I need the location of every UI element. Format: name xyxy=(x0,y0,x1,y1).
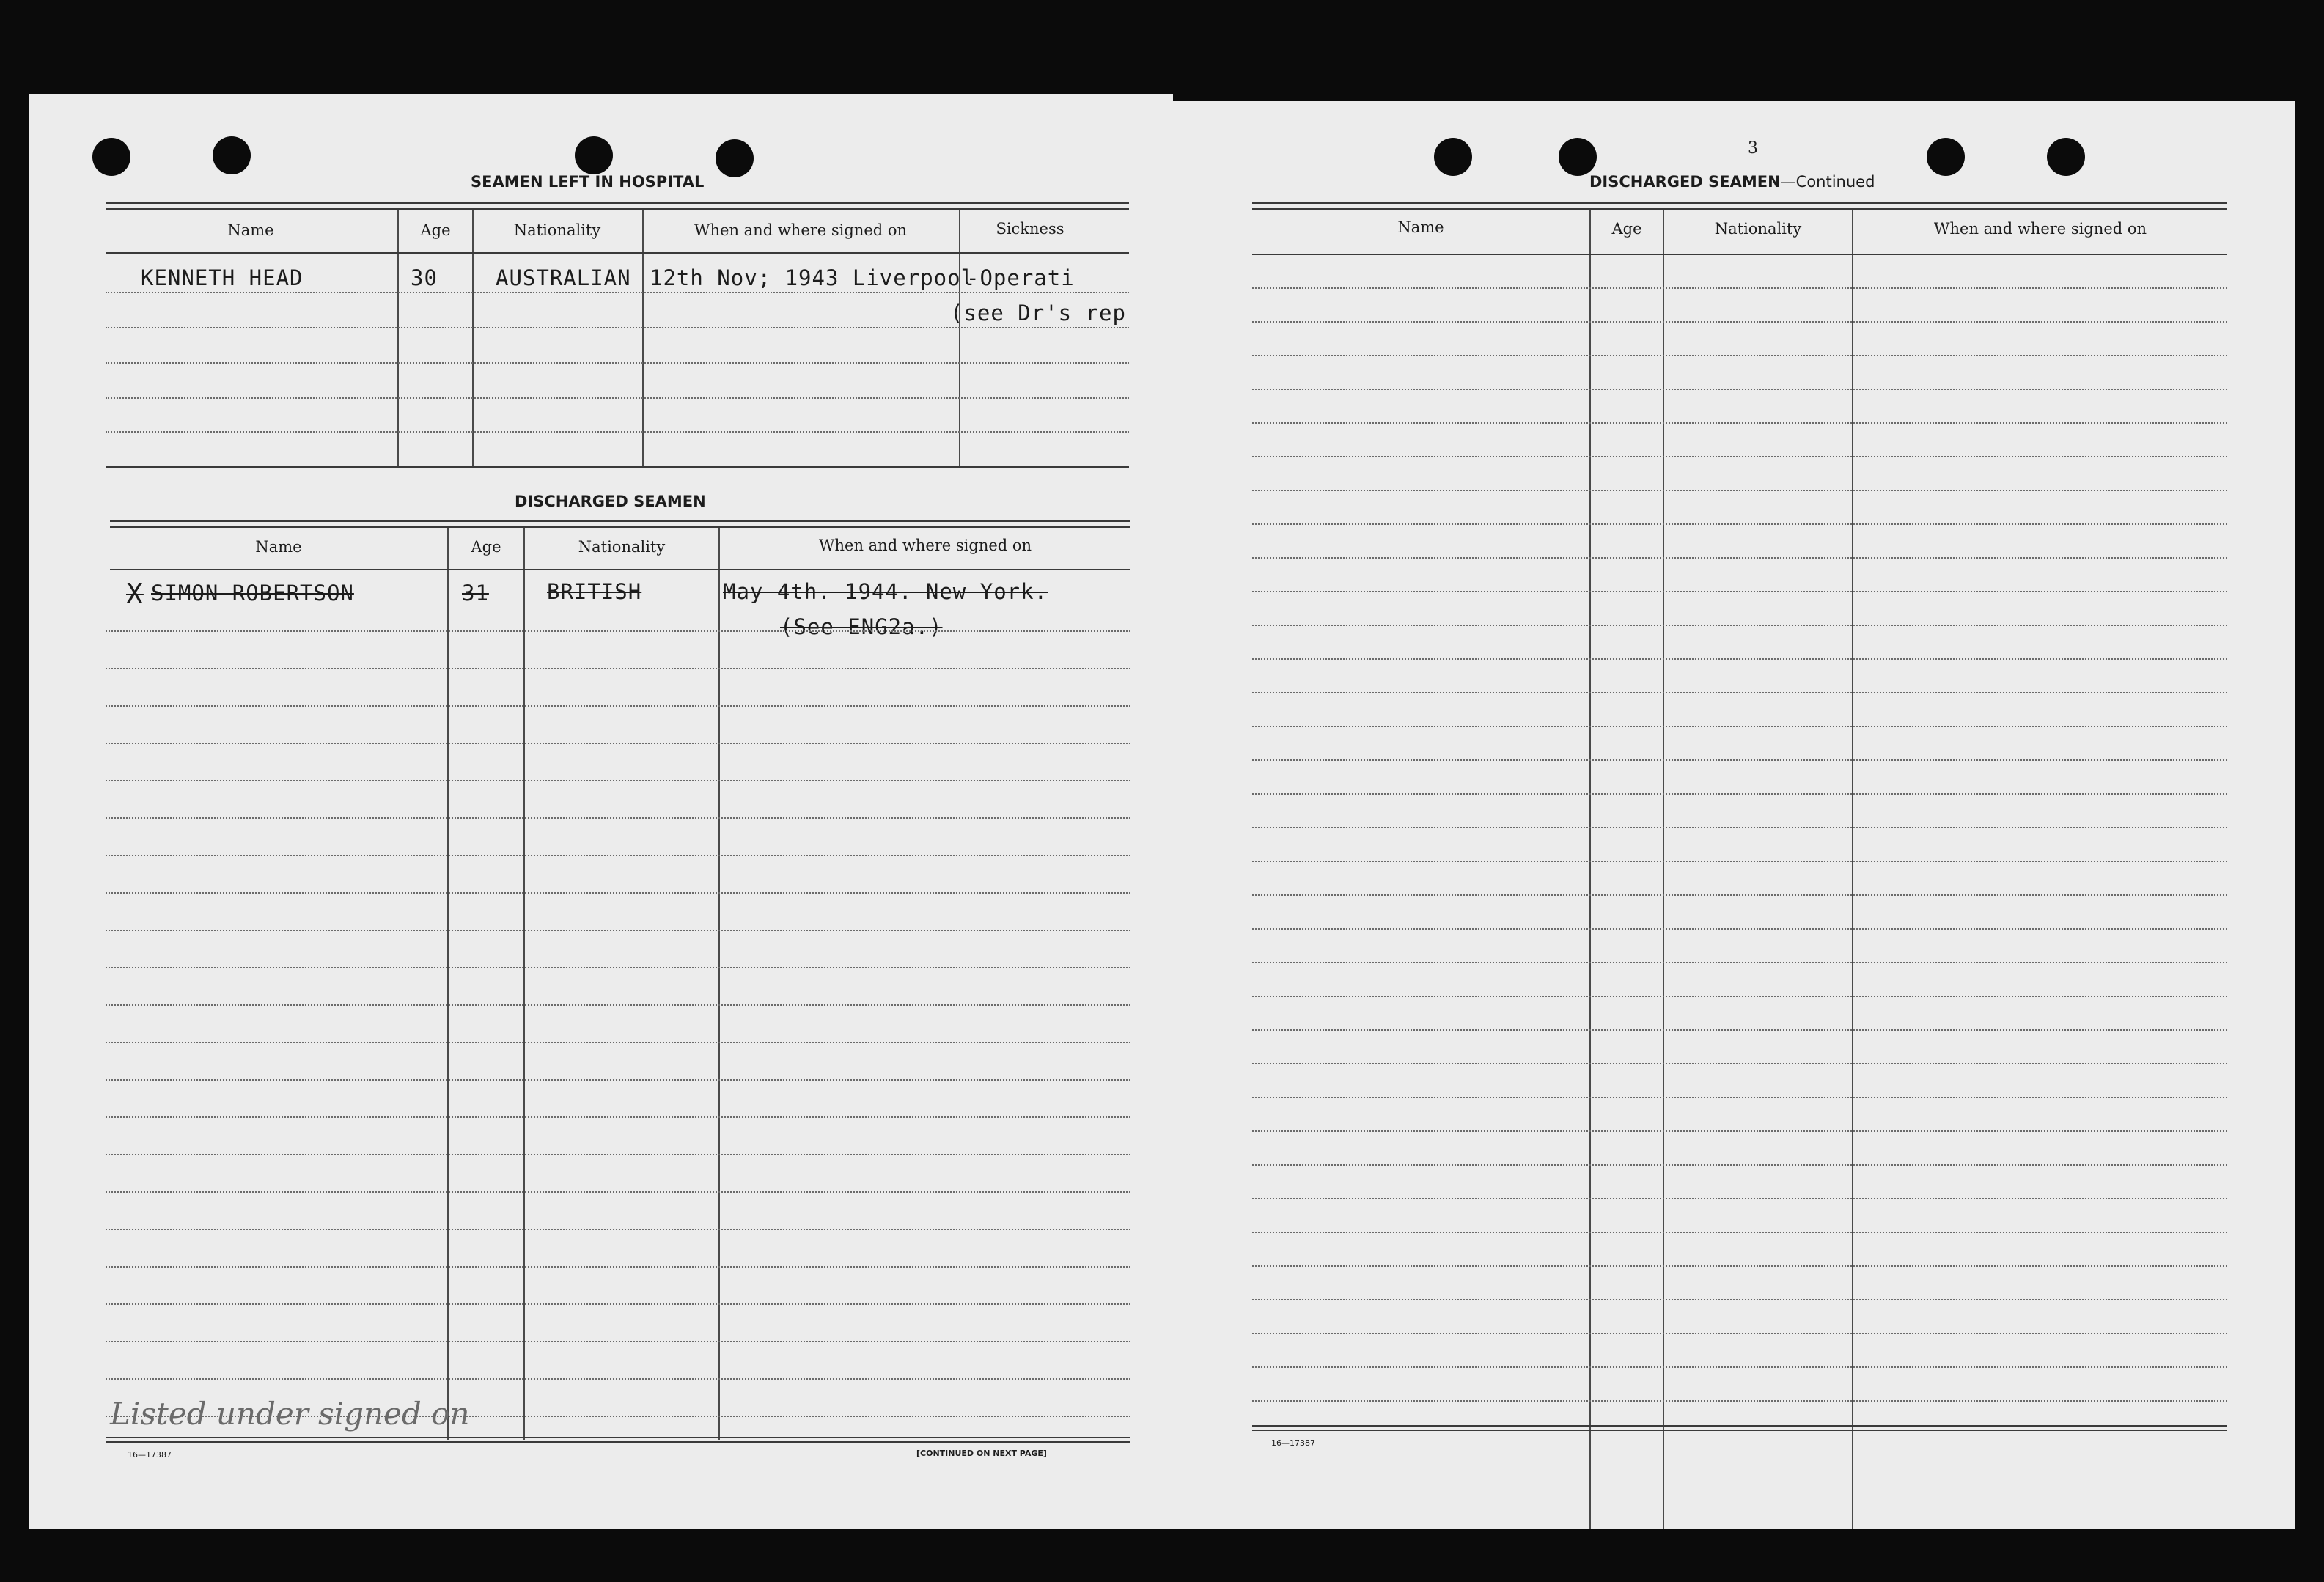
dotted-line xyxy=(1252,389,2227,390)
right-header-name: Name xyxy=(1397,218,1444,236)
dotted-line xyxy=(106,780,1130,781)
dotted-line xyxy=(106,1266,1130,1268)
left-page xyxy=(29,94,1173,1529)
punch-hole xyxy=(213,136,251,174)
dotted-line xyxy=(106,630,1130,632)
dotted-line xyxy=(106,930,1130,931)
rule xyxy=(110,526,1130,528)
discharged-entry-nationality: BRITISH xyxy=(547,579,642,604)
discharged-entry-name: SIMON ROBERTSON xyxy=(151,581,354,606)
dotted-line xyxy=(106,327,1129,328)
dotted-line xyxy=(1252,1063,2227,1064)
column-divider xyxy=(1589,210,1591,1529)
dotted-line xyxy=(106,1303,1130,1305)
rule xyxy=(110,520,1130,522)
dotted-line xyxy=(1252,1029,2227,1031)
discharged-entry-signed-on: May 4th. 1944. New York. xyxy=(723,579,1048,604)
dotted-line xyxy=(106,967,1130,968)
discharged-entry-note: (See ENG2a.) xyxy=(780,614,943,639)
dotted-line xyxy=(1252,996,2227,997)
form-number: 16—17387 xyxy=(128,1450,172,1460)
right-title-suffix: —Continued xyxy=(1780,173,1875,191)
dotted-line xyxy=(1252,827,2227,828)
hospital-entry-name: KENNETH HEAD xyxy=(141,265,304,290)
discharged-header-name: Name xyxy=(255,538,302,556)
column-divider xyxy=(397,210,399,466)
dotted-line xyxy=(1252,1265,2227,1267)
dotted-line xyxy=(106,1042,1130,1043)
dotted-line xyxy=(1252,1130,2227,1132)
rule xyxy=(106,466,1129,468)
dotted-line xyxy=(106,1154,1130,1155)
hospital-section-title: SEAMEN LEFT IN HOSPITAL xyxy=(471,173,705,191)
dotted-line xyxy=(106,705,1130,707)
dotted-line xyxy=(1252,962,2227,963)
dotted-line xyxy=(106,855,1130,856)
rule xyxy=(1252,254,2227,255)
right-page xyxy=(1170,101,2295,1529)
dotted-line xyxy=(1252,726,2227,727)
dotted-line xyxy=(106,817,1130,819)
dotted-line xyxy=(106,743,1130,744)
rule xyxy=(1252,208,2227,210)
dotted-line xyxy=(106,892,1130,894)
dotted-line xyxy=(106,397,1129,399)
dotted-line xyxy=(106,1004,1130,1006)
hospital-entry-sickness: -Operati xyxy=(966,265,1075,290)
continued-note: [CONTINUED ON NEXT PAGE] xyxy=(916,1449,1047,1458)
hospital-entry-sickness-note: (see Dr's rep xyxy=(950,301,1126,325)
dotted-line xyxy=(1252,1198,2227,1199)
dotted-line xyxy=(1252,490,2227,491)
dotted-line xyxy=(106,1341,1130,1342)
discharged-section-title: DISCHARGED SEAMEN xyxy=(515,493,706,510)
column-divider xyxy=(642,210,644,466)
dotted-line xyxy=(1252,591,2227,592)
dotted-line xyxy=(1252,456,2227,457)
dotted-line xyxy=(1252,287,2227,289)
discharged-header-age: Age xyxy=(471,538,501,556)
hospital-header-name: Name xyxy=(227,221,274,239)
hospital-entry-signed-on: 12th Nov; 1943 Liverpool xyxy=(650,265,975,290)
dotted-line xyxy=(106,1191,1130,1193)
rule xyxy=(106,252,1129,254)
rule xyxy=(106,1437,1130,1438)
discharged-header-signed-on: When and where signed on xyxy=(818,537,1032,554)
discharged-entry-mark: X xyxy=(126,578,144,610)
dotted-line xyxy=(1252,1097,2227,1098)
rule xyxy=(106,202,1129,204)
dotted-line xyxy=(1252,861,2227,862)
dotted-line xyxy=(1252,894,2227,896)
dotted-line xyxy=(106,1079,1130,1081)
rule xyxy=(1252,1430,2227,1431)
punch-hole xyxy=(716,139,754,177)
hospital-entry-nationality: AUSTRALIAN xyxy=(496,265,631,290)
rule xyxy=(106,208,1129,210)
dotted-line xyxy=(1252,1164,2227,1166)
column-divider xyxy=(1663,210,1664,1529)
dotted-line xyxy=(106,431,1129,433)
dotted-line xyxy=(1252,355,2227,356)
dotted-line xyxy=(1252,692,2227,693)
dotted-line xyxy=(106,292,1129,293)
hospital-header-signed-on: When and where signed on xyxy=(694,221,908,239)
dotted-line xyxy=(1252,1232,2227,1233)
dotted-line xyxy=(106,1378,1130,1380)
column-divider xyxy=(1852,210,1853,1529)
rule xyxy=(1252,202,2227,204)
dotted-line xyxy=(1252,928,2227,930)
punch-hole xyxy=(575,136,613,174)
dotted-line xyxy=(1252,759,2227,761)
punch-hole xyxy=(2047,138,2085,176)
dotted-line xyxy=(106,1116,1130,1118)
punch-hole xyxy=(92,138,130,176)
dotted-line xyxy=(1252,523,2227,525)
page-number: 3 xyxy=(1748,139,1758,158)
dotted-line xyxy=(1252,1333,2227,1334)
dotted-line xyxy=(1252,793,2227,795)
dotted-line xyxy=(1252,625,2227,626)
dotted-line xyxy=(106,668,1130,669)
dotted-line xyxy=(106,362,1129,364)
dotted-line xyxy=(1252,321,2227,323)
dotted-line xyxy=(1252,1400,2227,1402)
hospital-entry-age: 30 xyxy=(411,265,438,290)
right-title-main: DISCHARGED SEAMEN xyxy=(1589,173,1781,191)
right-header-signed-on: When and where signed on xyxy=(1933,220,2147,238)
rule xyxy=(110,569,1130,570)
rule xyxy=(106,1441,1130,1443)
right-header-age: Age xyxy=(1611,220,1642,238)
hospital-header-age: Age xyxy=(420,221,451,239)
punch-hole xyxy=(1927,138,1965,176)
column-divider xyxy=(959,210,960,466)
discharged-header-nationality: Nationality xyxy=(578,538,666,556)
handwritten-note: Listed under signed on xyxy=(110,1396,470,1432)
hospital-header-sickness: Sickness xyxy=(996,220,1064,238)
column-divider xyxy=(472,210,474,466)
dotted-line xyxy=(1252,422,2227,424)
dotted-line xyxy=(1252,557,2227,559)
dotted-line xyxy=(106,1229,1130,1230)
dotted-line xyxy=(1252,1299,2227,1300)
discharged-entry-age: 31 xyxy=(462,581,489,606)
rule xyxy=(1252,1425,2227,1427)
form-number: 16—17387 xyxy=(1271,1438,1315,1448)
hospital-header-nationality: Nationality xyxy=(513,221,601,239)
right-header-nationality: Nationality xyxy=(1714,220,1802,238)
right-section-title xyxy=(1589,173,1875,191)
punch-hole xyxy=(1434,138,1472,176)
punch-hole xyxy=(1559,138,1597,176)
dotted-line xyxy=(1252,1366,2227,1368)
dotted-line xyxy=(1252,658,2227,660)
